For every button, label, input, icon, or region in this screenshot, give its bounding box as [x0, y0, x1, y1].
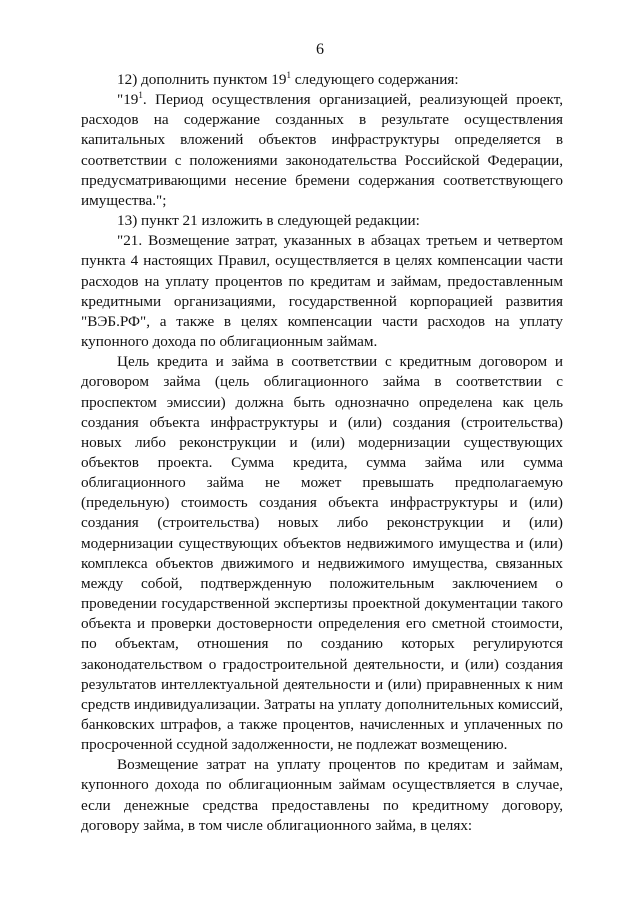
item-13-intro: 13) пункт 21 изложить в следующей редакции: [117, 212, 420, 230]
paragraph-21-quote: "21. Возмещение затрат, указанных в абзацах третьем и четвертом пункта 4 настоящих Правил, осуществляется в целях компенсации части расходов на уплату процентов по кредитам и займам, предоставленным кредитными организациями, государственной корпорацией развития "ВЭБ.РФ", а также в целях компенсации части расходов на уплату купонного дохода по облигационным займам. [81, 232, 563, 351]
item-12-quote-start: "19 [117, 91, 139, 109]
superscript: 1 [138, 90, 143, 101]
item-12-intro-text-end: следующего содержания: [290, 71, 459, 88]
page-number: 6 [316, 41, 324, 58]
document-body [81, 70, 563, 836]
item-12-intro-text: 12) дополнить пунктом 19 [117, 71, 287, 88]
paragraph-loan-purpose: Цель кредита и займа в соответствии с кредитным договором и договором займа (цель облигационного займа в соответствии с проспектом эмиссии) должна быть однозначно определена как цель создания объекта инфраструктуры и (или) создания (строительства) новых либо реконструкции и (или) модернизации существующих объектов проекта. Сумма кредита, сумма займа или сумма облигационного займа не может превышать предполагаемую (предельную) стоимость создания объекта инфраструктуры и (или) создания (строительства) новых либо реконструкции и (или) модернизации существующих объектов недвижимого имущества и (или) комплекса объектов движимого и недвижимого имущества, связанных между собой, подтвержденную положительным заключением о проведении государственной экспертизы проектной документации такого объекта и проверки достоверности определения его сметной стоимости, по объектам, отношения по созданию которых регулируются законодательством о градостроительной деятельности, и (или) создания результатов интеллектуальной деятельности и (или) приравненных к ним средств индивидуализации. Затраты на уплату дополнительных комиссий, банковских штрафов, а также процентов, начисленных и уплаченных по просроченной ссудной задолженности, не подлежат возмещению. [81, 353, 563, 754]
superscript: 1 [286, 70, 291, 80]
item-12-quote [81, 90, 563, 211]
item-12-quote-text: . Период осуществления организацией, реализующей проект, расходов на содержание созданных в результате осуществления капитальных вложений объектов инфраструктуры определяется в соответствии с положениями законодательства Российской Федерации, предусматривающими несение бремени содержания соответствующего имущества."; [81, 91, 563, 209]
item-12-intro [81, 70, 563, 90]
paragraph-reimbursement: Возмещение затрат на уплату процентов по кредитам и займам, купонного дохода по облигационным займам осуществляется в случае, если денежные средства предоставлены по кредитному договору, договору займа, в том числе облигационного займа, в целях: [81, 756, 563, 834]
